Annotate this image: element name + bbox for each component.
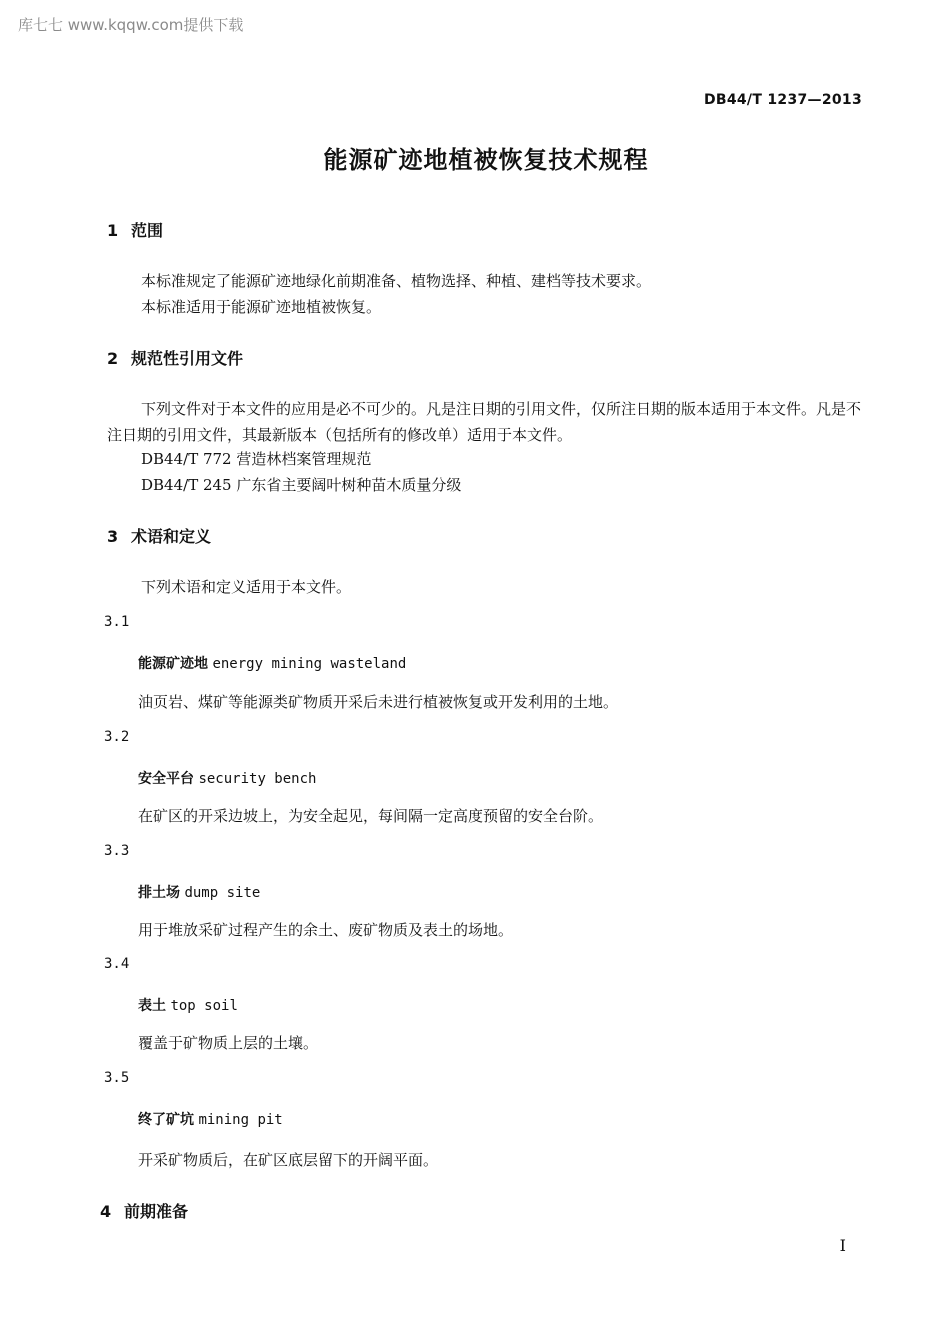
term-definition: 开采矿物质后，在矿区底层留下的开阔平面。 [138, 1151, 439, 1169]
section-title: 术语和定义 [131, 527, 212, 546]
term-chinese: 安全平台 [138, 771, 194, 787]
term-definition: 覆盖于矿物质上层的土壤。 [138, 1034, 319, 1052]
section-1-heading [107, 218, 163, 241]
term-number: 3.2 [104, 729, 130, 745]
section-number: 4 [100, 1202, 112, 1221]
term-number: 3.4 [104, 956, 130, 972]
section-title: 范围 [131, 221, 164, 240]
section-2-paragraph: 下列文件对于本文件的应用是必不可少的。凡是注日期的引用文件，仅所注日期的版本适用于本文件。凡是不注日期的引用文件，其最新版本（包括所有的修改单）适用于本文件。 [107, 400, 862, 444]
term-english: mining pit [198, 1112, 283, 1128]
section-3-heading [107, 524, 211, 547]
page-number: I [839, 1236, 846, 1255]
term-number: 3.1 [104, 614, 130, 630]
reference-item: DB44/T 772 营造林档案管理规范 [141, 450, 372, 468]
section-1-paragraph-2: 本标准适用于能源矿迹地植被恢复。 [141, 298, 382, 316]
section-title: 规范性引用文件 [131, 349, 244, 368]
section-title: 前期准备 [124, 1202, 189, 1221]
term-chinese: 排土场 [138, 885, 180, 901]
section-3-paragraph: 下列术语和定义适用于本文件。 [141, 578, 352, 596]
term-definition: 用于堆放采矿过程产生的余土、废矿物质及表土的场地。 [138, 921, 514, 939]
term-entry [138, 995, 238, 1015]
watermark-text: 库七七 www.kqqw.com提供下载 [18, 16, 244, 34]
section-1-paragraph-1: 本标准规定了能源矿迹地绿化前期准备、植物选择、种植、建档等技术要求。 [141, 272, 652, 290]
term-number: 3.5 [104, 1070, 130, 1086]
term-english: security bench [198, 771, 317, 787]
term-english: energy mining wasteland [212, 656, 407, 672]
section-2-heading [107, 346, 243, 369]
term-definition: 油页岩、煤矿等能源类矿物质开采后未进行植被恢复或开发利用的土地。 [138, 693, 619, 711]
term-english: dump site [184, 885, 261, 901]
section-number: 3 [107, 527, 119, 546]
document-title: 能源矿迹地植被恢复技术规程 [323, 146, 649, 174]
standard-code: DB44/T 1237—2013 [703, 92, 862, 108]
term-entry [138, 768, 316, 788]
reference-item: DB44/T 245 广东省主要阔叶树种苗木质量分级 [141, 476, 462, 494]
term-entry [138, 653, 406, 673]
term-chinese: 能源矿迹地 [138, 656, 208, 672]
section-4-heading [100, 1199, 188, 1222]
term-definition: 在矿区的开采边坡上，为安全起见，每间隔一定高度预留的安全台阶。 [138, 807, 604, 825]
term-number: 3.3 [104, 843, 130, 859]
section-number: 1 [107, 221, 119, 240]
term-chinese: 表土 [138, 998, 166, 1014]
term-entry [138, 1109, 283, 1129]
term-chinese: 终了矿坑 [138, 1112, 194, 1128]
term-english: top soil [170, 998, 238, 1014]
term-entry [138, 882, 260, 902]
section-number: 2 [107, 349, 119, 368]
